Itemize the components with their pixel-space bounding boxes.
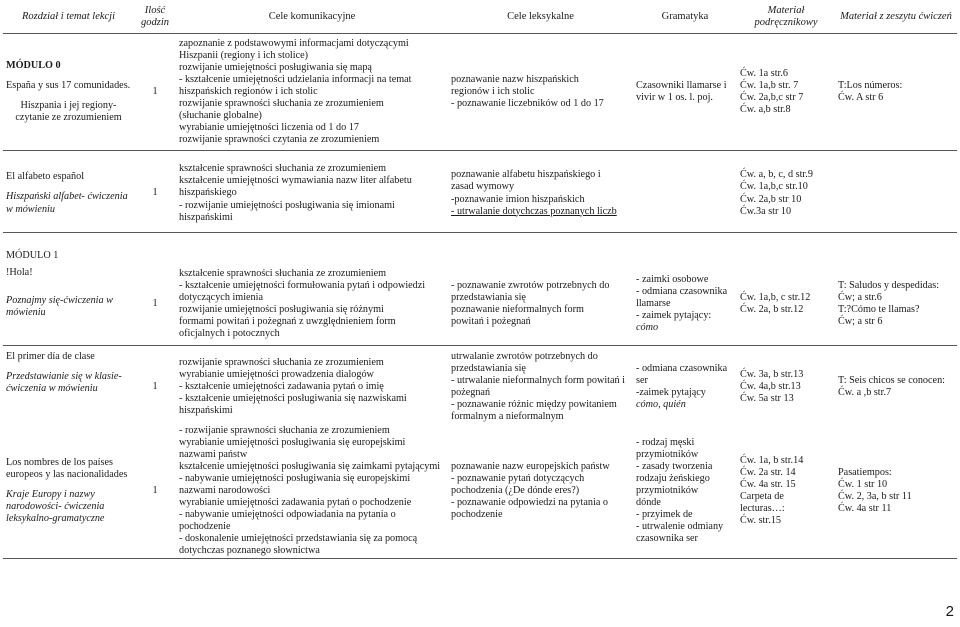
workbook-cell: [835, 33, 957, 150]
cell-line: T: Seis chicos se conocen:: [838, 374, 945, 386]
cell-line: Hiszpanii (regiony i ich stolice): [179, 49, 309, 61]
lexical-cell: [448, 33, 633, 150]
cell-line: - doskonalenie umiejętności przedstawiania się za pomocą: [179, 533, 418, 545]
cell-line: wyrabianie umiejętności posługiwania się europejskimi: [179, 436, 406, 448]
cell-line: - rozwijanie umiejętności posługiwania się imionami: [179, 199, 395, 211]
cell-line: Ćw. 2a, b str.12: [740, 304, 804, 315]
cell-line: Ćw. 2, 3a, b str 11: [838, 491, 912, 503]
cell-line: - poznawanie pytań dotyczących: [451, 473, 585, 485]
cell-line: nazwami narodowości: [179, 485, 271, 497]
hours-cell: 1: [152, 380, 158, 392]
cell-line: wyrabianie umiejętności liczenia od 1 do 17: [179, 121, 359, 133]
cell-line: rodzaju żeńskiego: [636, 473, 710, 485]
cell-line: powitań i pożegnań: [451, 316, 531, 328]
cell-line: pochodzenia (¿De dónde eres?): [451, 485, 580, 497]
cell-line: - zaimki osobowe: [636, 273, 709, 285]
module-title: MÓDULO 1: [6, 250, 59, 262]
cell-line: - poznawanie zwrotów potrzebnych do: [451, 279, 610, 291]
cell-line: T: Saludos y despedidas:: [838, 279, 940, 291]
cell-line: Ćw. 1a str.6: [740, 67, 789, 79]
section-cell: [3, 424, 134, 559]
grammar-cell: [633, 263, 737, 345]
header-hours: Ilość godzin: [134, 3, 176, 33]
workbook-cell: [835, 155, 957, 233]
cell-line: Ćw. a ,b str.7: [838, 386, 892, 398]
cell-line: - przyimek de: [636, 509, 693, 521]
grammar-cell: [633, 33, 737, 150]
cell-line: poznawanie nazw hiszpańskich: [451, 73, 579, 85]
cell-line: Ćw. 3a, b str.13: [740, 368, 804, 380]
communicative-cell: [176, 350, 448, 424]
cell-line: wyrabianie umiejętności zadawania pytań o pochodzenie: [179, 497, 412, 509]
cell-line: Ćw. 1a, b str.14: [740, 455, 804, 467]
module-title: MÓDULO 0: [6, 59, 61, 71]
section-cell: [3, 155, 134, 233]
cell-line: Ćw. 4a str 11: [838, 503, 892, 515]
table-row: [3, 263, 957, 345]
cell-line: -poznawanie imion hiszpańskich: [451, 193, 585, 205]
lexical-cell: [448, 350, 633, 424]
lesson-title: El alfabeto español: [6, 171, 85, 183]
lesson-subtitle: Kraje Europy i nazwy narodowości- ćwiczenia leksykalno-gramatyczne: [6, 489, 105, 525]
cell-line: - odmiana czasownika: [636, 362, 728, 374]
cell-line: - utrwalanie dotychczas poznanych liczb: [451, 205, 617, 217]
header-communicative: Cele komunikacyjne: [176, 3, 448, 33]
lesson-plan-sheet: [3, 3, 957, 559]
cell-line: Ćw. 1a,b, c str.12: [740, 291, 811, 303]
hours-cell: 1: [134, 263, 176, 345]
cell-line: Ćw. A str 6: [838, 91, 884, 103]
lesson-plan-table: [3, 3, 957, 559]
cell-line: (słuchanie globalne): [179, 109, 262, 121]
cell-line: Carpeta de: [740, 491, 784, 503]
cell-line: Ćw. 1a,b str. 7: [740, 79, 799, 91]
header-lexical: Cele leksykalne: [448, 3, 633, 33]
section-cell: [3, 33, 134, 150]
cell-line: ser: [636, 374, 648, 386]
cell-line: kształcenie sprawności słuchania ze zrozumieniem: [179, 267, 387, 279]
header-section: Rozdział i temat lekcji: [3, 3, 134, 33]
lesson-subtitle: Przedstawianie się w klasie- ćwiczenia w mówieniu: [6, 370, 122, 394]
workbook-cell: [835, 263, 957, 345]
cell-line: rozwijanie umiejętności posługiwania się różnymi: [179, 304, 384, 315]
cell-line: - kształcenie umiejętności posługiwania się nazwiskami: [179, 392, 407, 404]
cell-line: cómo: [636, 322, 659, 334]
communicative-cell: [176, 424, 448, 559]
cell-line: wyrabianie umiejętności prowadzenia dialogów: [179, 368, 374, 380]
cell-line: utrwalanie zwrotów potrzebnych do: [451, 350, 598, 362]
cell-line: rozwijanie sprawności słuchania ze zrozumieniem: [179, 97, 384, 109]
cell-line: Ćw. a, b, c, d str.9: [740, 169, 813, 181]
table-row: [3, 350, 957, 424]
cell-line: regionów i ich stolic: [451, 85, 535, 97]
cell-line: dotyczących imienia: [179, 291, 264, 303]
cell-line: - utrwalenie odmiany: [636, 521, 724, 533]
lesson-title: El primer día de clase: [6, 350, 95, 362]
cell-line: Ćw. a,b str.8: [740, 103, 791, 115]
cell-line: hiszpańskich regionów i ich stolic: [179, 85, 318, 97]
hours-cell: 1: [134, 155, 176, 233]
cell-line: Ćw. 2a,b,c str 7: [740, 91, 804, 103]
textbook-cell: [737, 424, 835, 559]
cell-line: Ćw; a str 6: [838, 316, 883, 328]
cell-line: lecturas…:: [740, 503, 785, 515]
cell-line: przymiotników: [636, 449, 699, 460]
cell-line: - nabywanie umiejętności odpowiadania na pytania o: [179, 509, 396, 521]
cell-line: Ćw.3a str 10: [740, 205, 792, 217]
lexical-cell: [448, 155, 633, 233]
cell-line: pochodzenie: [451, 509, 503, 521]
lexical-cell: [448, 424, 633, 559]
textbook-cell: [737, 350, 835, 424]
lesson-subtitle: Poznajmy się-ćwiczenia w mówieniu: [6, 295, 113, 319]
lesson-title: España y sus 17 comunidades.: [6, 79, 131, 91]
cell-line: Ćw. 5a str 13: [740, 392, 794, 404]
cell-line: - utrwalanie nieformalnych form powitań i: [451, 374, 625, 386]
textbook-cell: [737, 155, 835, 233]
cell-line: - zaimek pytający:: [636, 310, 712, 322]
cell-line: - poznawanie liczebników od 1 do 17: [451, 97, 604, 109]
cell-line: - nabywanie umiejętności posługiwania się europejskimi: [179, 473, 411, 485]
header-workbook: Materiał z zeszytu ćwiczeń: [835, 3, 957, 33]
cell-line: - rozwijanie sprawności słuchania ze zrozumieniem: [179, 424, 390, 436]
workbook-cell: [835, 424, 957, 559]
cell-line: przedstawiania się: [451, 291, 526, 303]
cell-line: zasad wymowy: [451, 181, 515, 193]
textbook-cell: [737, 33, 835, 150]
cell-line: - kształcenie umiejętności zadawania pytań o imię: [179, 380, 384, 392]
textbook-cell: [737, 263, 835, 345]
communicative-cell: [176, 33, 448, 150]
grammar-cell: [633, 350, 737, 424]
cell-line: T:Los números:: [838, 79, 903, 91]
lesson-subtitle: Hiszpański alfabet- ćwiczenia w mówieniu: [6, 191, 128, 215]
cell-line: Ćw. 2a str. 14: [740, 467, 796, 479]
cell-line: zapoznanie z podstawowymi informacjami dotyczącymi: [179, 37, 409, 49]
section-cell: [3, 263, 134, 345]
cell-line: nazwami państw: [179, 449, 248, 460]
cell-line: - zasady tworzenia: [636, 461, 713, 473]
cell-line: Czasowniki llamarse i: [636, 79, 727, 91]
cell-line: rozwijanie sprawności czytania ze zrozumieniem: [179, 133, 380, 145]
header-row: [3, 3, 957, 33]
cell-line: Ćw; a str.6: [838, 291, 882, 303]
table-row: [3, 424, 957, 559]
cell-line: oficjalnych i potocznych: [179, 328, 280, 340]
cell-line: poznawanie alfabetu hiszpańskiego i: [451, 169, 601, 181]
cell-line: cómo, quién: [636, 398, 686, 410]
table-row: [3, 33, 957, 150]
cell-line: hiszpańskimi: [179, 211, 233, 223]
cell-line: dotychczas poznanego słownictwa: [179, 545, 320, 557]
cell-line: Ćw. 1a,b,c str.10: [740, 181, 808, 193]
cell-line: poznawanie nieformalnych form: [451, 304, 584, 315]
grammar-cell: [633, 424, 737, 559]
header-textbook: Materiał podręcznikowy: [737, 3, 835, 33]
lesson-subtitle: Hiszpania i jej regiony- czytanie ze zrozumieniem: [15, 99, 122, 123]
cell-line: czasownika ser: [636, 533, 698, 545]
cell-line: przymiotników: [636, 485, 699, 497]
grammar-cell: [633, 155, 737, 233]
communicative-cell: [176, 155, 448, 233]
cell-line: przedstawiania się: [451, 362, 526, 374]
table-row: [3, 155, 957, 233]
cell-line: llamarse: [636, 297, 671, 309]
cell-line: T:?Cómo te llamas?: [838, 304, 920, 315]
cell-line: poznawanie nazw europejskich państw: [451, 461, 610, 473]
hours-cell: 1: [134, 424, 176, 559]
page-number: 2: [945, 603, 954, 621]
communicative-cell: [176, 263, 448, 345]
cell-line: Ćw. 4a,b str.13: [740, 380, 801, 392]
cell-line: pochodzenie: [179, 521, 231, 533]
cell-line: Ćw. str.15: [740, 515, 781, 527]
cell-line: - kształcenie umiejętności udzielania informacji na temat: [179, 73, 412, 85]
cell-line: vivir w 1 os. l. poj.: [636, 91, 713, 103]
cell-line: pożegnań: [451, 386, 491, 398]
cell-line: Ćw. 1 str 10: [838, 479, 888, 491]
cell-line: Pasatiempos:: [838, 467, 892, 479]
cell-line: - odmiana czasownika: [636, 285, 728, 297]
workbook-cell: [835, 350, 957, 424]
hours-cell: 1: [134, 33, 176, 150]
cell-line: dónde: [636, 497, 661, 509]
lesson-title: !Hola!: [6, 267, 33, 279]
cell-line: -zaimek pytający: [636, 386, 706, 398]
header-grammar: Gramatyka: [633, 3, 737, 33]
cell-line: kształcenie umiejętności wymawiania nazw liter alfabetu: [179, 175, 412, 187]
cell-line: - rodzaj męski: [636, 436, 695, 448]
lexical-cell: [448, 263, 633, 345]
cell-line: - poznawanie odpowiedzi na pytania o: [451, 497, 609, 509]
cell-line: formami powitań i pożegnań z uwzględnieniem form: [179, 316, 396, 328]
cell-line: formalnym a nieformalnym: [451, 410, 564, 422]
cell-line: Ćw. 2a,b str 10: [740, 193, 802, 205]
cell-line: kształcenie umiejętności posługiwania się zaimkami pytającymi: [179, 461, 441, 473]
section-cell: [3, 350, 134, 424]
lesson-title: Los nombres de los países europeos y las nacionalidades: [6, 457, 128, 481]
cell-line: rozwijanie umiejętności posługiwania się mapą: [179, 61, 372, 73]
cell-line: hiszpańskiego: [179, 187, 237, 199]
cell-line: rozwijanie sprawności słuchania ze zrozumieniem: [179, 356, 384, 368]
cell-line: - kształcenie umiejętności formułowania pytań i odpowiedzi: [179, 279, 426, 291]
cell-line: Ćw. 4a str. 15: [740, 479, 796, 491]
cell-line: - poznawanie różnic między powitaniem: [451, 398, 617, 410]
module-row: [3, 237, 957, 263]
cell-line: hiszpańskimi: [179, 404, 233, 416]
cell-line: kształcenie sprawności słuchania ze zrozumieniem: [179, 163, 387, 175]
